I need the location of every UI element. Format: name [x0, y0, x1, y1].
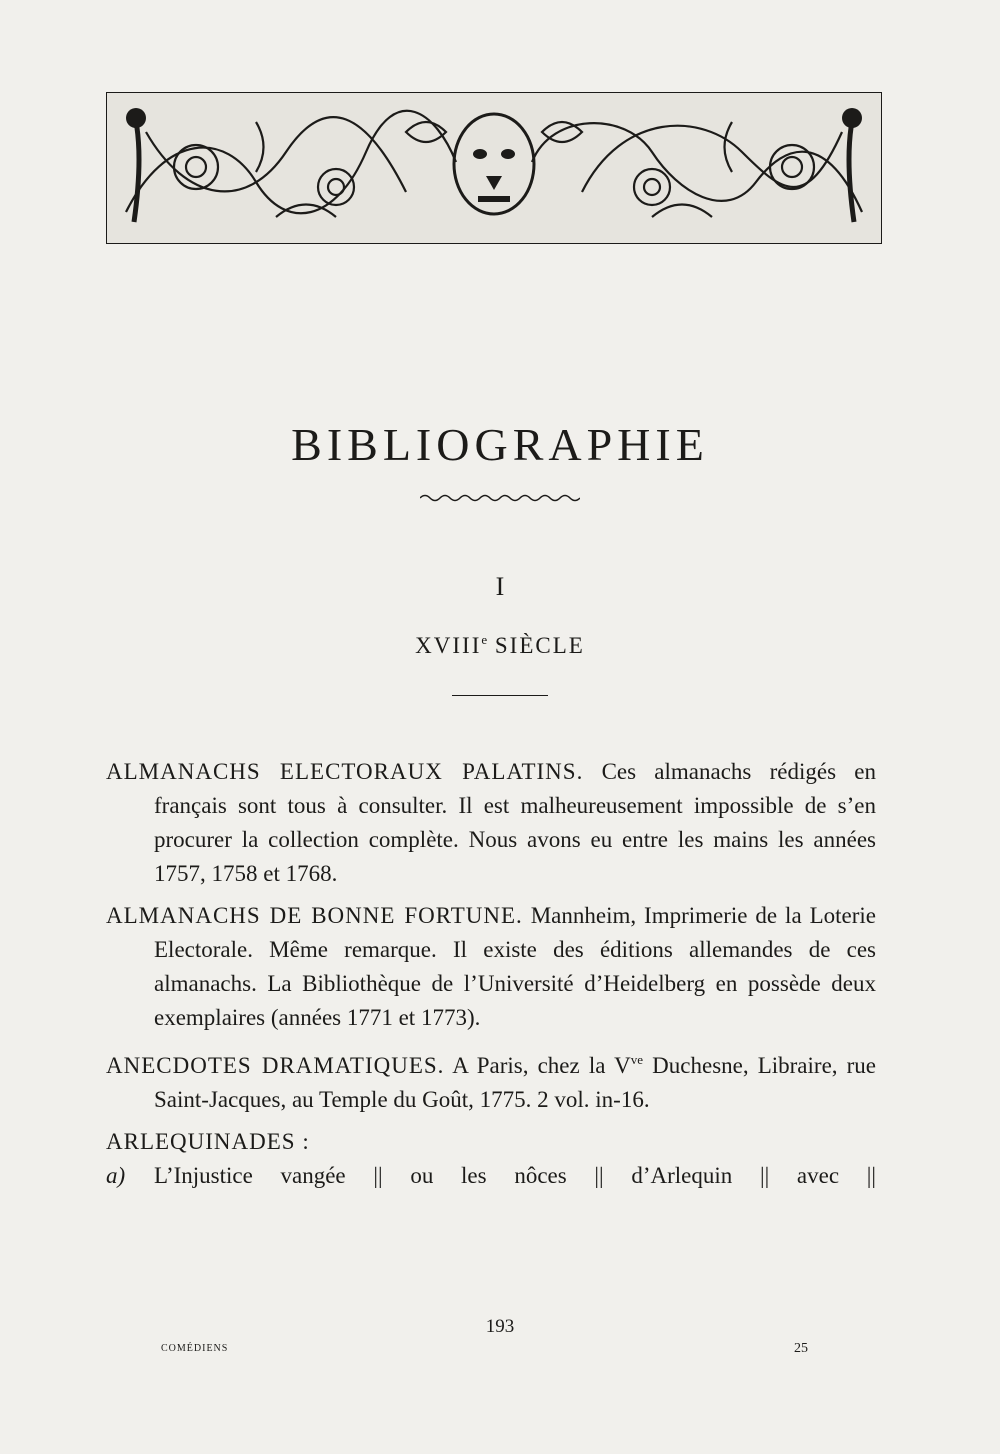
entry-heading: ALMANACHS DE BONNE FORTUNE.: [106, 903, 523, 928]
signature-mark: COMÉDIENS: [161, 1343, 229, 1354]
bibliography-list: [106, 755, 876, 1193]
word: d’Arlequin: [631, 1163, 733, 1188]
sub-entry-label: a): [106, 1163, 126, 1188]
century-label: SIÈCLE: [487, 633, 585, 658]
bibliography-entry: [106, 1043, 876, 1117]
entry-heading: ARLEQUINADES :: [106, 1129, 310, 1154]
word: avec: [796, 1163, 840, 1188]
bibliography-entry: [106, 899, 876, 1035]
word: ||: [373, 1163, 383, 1188]
signature-number: 25: [794, 1341, 808, 1356]
sub-entry-text: [154, 1159, 876, 1193]
bibliography-entry: [106, 1125, 876, 1193]
word: vangée: [280, 1163, 346, 1188]
entry-body: Mannheim, Imprimerie de la Loterie Electorale. Même remarque. Il existe des éditions allemandes de ces almanachs. La Bibliothèque de l’Université d’Heidelberg en possède deux exemplaires (années 1771 et 1773).: [154, 903, 876, 1030]
word: nôces: [514, 1163, 567, 1188]
entry-body: Ces almanachs rédigés en français sont tous à consulter. Il est malheureusement impossible de s’en procurer la collection complète. Nous avons eu entre les mains les années 1757, 1758 et 1768.: [154, 759, 876, 886]
word: L’Injustice: [154, 1163, 253, 1188]
section-number: I: [495, 572, 505, 601]
word: ou: [410, 1163, 434, 1188]
entry-body: A Paris, chez la V: [444, 1053, 631, 1078]
page-number: 193: [485, 1316, 515, 1337]
century-superscript: e: [481, 632, 488, 647]
entry-superscript: ve: [630, 1052, 644, 1067]
wavy-rule: [420, 493, 580, 503]
section-rule: [452, 695, 548, 696]
word: ||: [594, 1163, 604, 1188]
word: ||: [866, 1163, 876, 1188]
century-numeral: XVIII: [415, 633, 482, 658]
bibliography-entry: [106, 755, 876, 891]
word: les: [461, 1163, 487, 1188]
entry-heading: ALMANACHS ELECTORAUX PALATINS.: [106, 759, 584, 784]
entry-body-continued: Duchesne, Libraire, rue Saint-Jacques, au Temple du Goût, 1775. 2 vol. in-16.: [154, 1053, 877, 1112]
entry-heading: ANECDOTES DRAMATIQUES.: [106, 1053, 445, 1078]
page-title: BIBLIOGRAPHIE: [291, 419, 709, 470]
section-heading: [0, 632, 1000, 659]
word: ||: [759, 1163, 770, 1188]
sub-entry: [106, 1159, 876, 1193]
floral-headpiece-icon: [106, 92, 882, 244]
